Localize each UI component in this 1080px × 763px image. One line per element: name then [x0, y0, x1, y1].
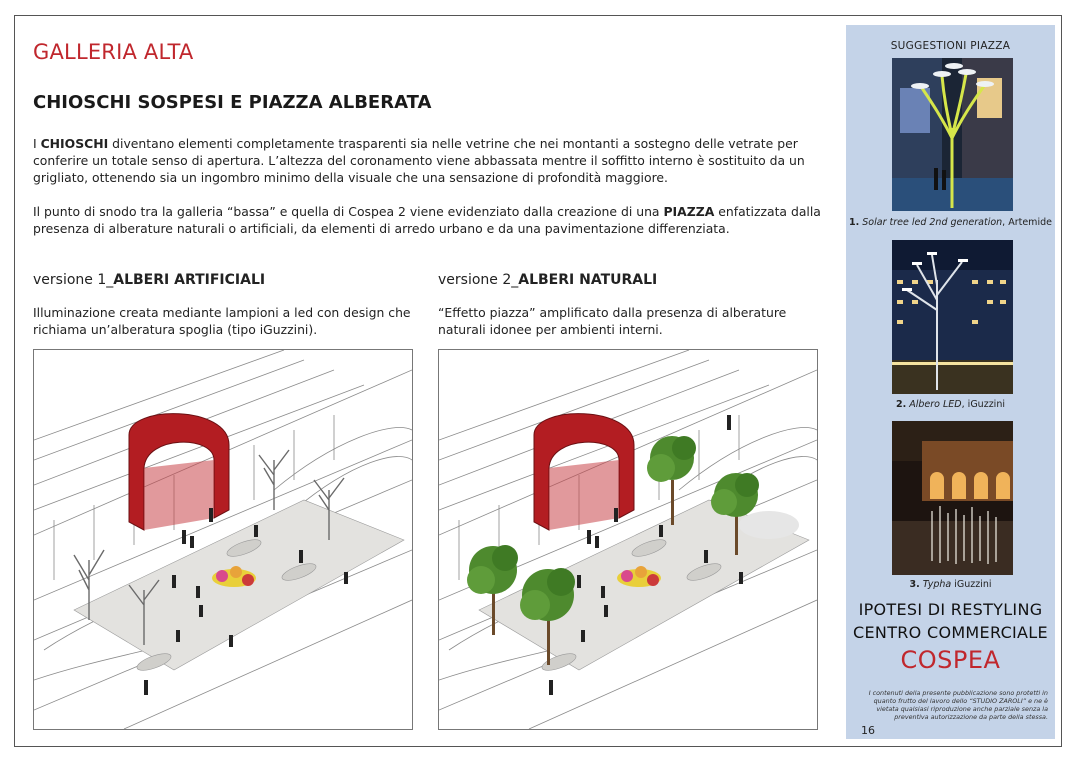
page-title: CHIOSCHI SOSPESI E PIAZZA ALBERATA: [33, 92, 432, 113]
copyright-disclaimer: I contenuti della presente pubblicazione sono protetti in quanto frutto del lavoro dello “STUDIO ZAROLI” e ne è vietata qualsiasi riproduzione anche parziale senza la preventiva autorizzazione da parte della stessa.: [868, 689, 1048, 721]
sidebar-panel: [846, 25, 1055, 739]
kiosks-keyword: CHIOSCHI: [40, 136, 109, 151]
project-title-line1: IPOTESI DI RESTYLING: [858, 600, 1043, 619]
version2-heading: versione 2_ALBERI NATURALI: [438, 272, 658, 288]
photo-typha: [892, 421, 1013, 575]
photo-led-tree: [892, 240, 1013, 394]
rendering-natural-trees: [438, 349, 818, 730]
caption-photo-2: 2. Albero LED, iGuzzini: [896, 399, 1005, 410]
sidebar-heading: SUGGESTIONI PIAZZA: [890, 40, 1011, 52]
section-title: GALLERIA ALTA: [33, 40, 194, 64]
piazza-keyword: PIAZZA: [663, 204, 715, 219]
caption-photo-1: 1. Solar tree led 2nd generation, Artemide: [849, 217, 1052, 228]
intro-paragraph-kiosks: I CHIOSCHI diventano elementi completamente trasparenti sia nelle vetrine che nei montanti a sostegno delle vetrate per conferire un totale senso di apertura. L’altezza del coronamento viene abbassata mentre il soffitto interno è sostituito da un grigliato, ottenendo sia un ingombro minimo della visuale che una sensazione di profondità maggiore.: [33, 136, 805, 185]
project-name: COSPEA: [900, 646, 1001, 674]
version1-heading: versione 1_ALBERI ARTIFICIALI: [33, 272, 266, 288]
version2-description: “Effetto piazza” amplificato dalla presenza di alberature naturali idonee per ambienti interni.: [438, 305, 787, 337]
page-number: 16: [861, 724, 875, 737]
version1-description: Illuminazione creata mediante lampioni a led con design che richiama un’alberatura spoglia (tipo iGuzzini).: [33, 305, 411, 337]
caption-photo-3: 3. Typha iGuzzini: [909, 579, 992, 590]
project-title-line2: CENTRO COMMERCIALE: [853, 623, 1048, 642]
photo-solar-tree: [892, 58, 1013, 211]
rendering-artificial-trees: [33, 349, 413, 730]
intro-paragraph-piazza: Il punto di snodo tra la galleria “bassa” e quella di Cospea 2 viene evidenziato dalla creazione di una PIAZZA enfatizzata dalla presenza di alberature naturali o artificiali, da elementi di arredo urbano e da una pavimentazione differenziata.: [33, 204, 821, 236]
